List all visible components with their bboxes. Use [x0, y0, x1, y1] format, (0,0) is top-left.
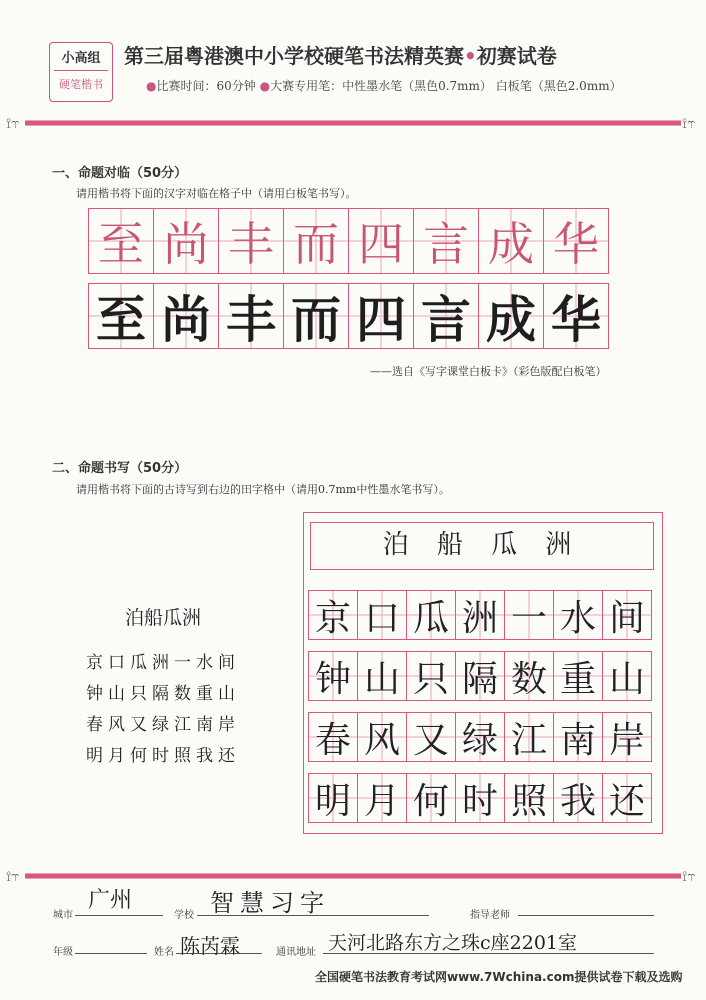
grid-cell	[308, 712, 358, 762]
teacher-field[interactable]	[518, 915, 654, 916]
ornament-right-icon: ⟟⥾	[682, 869, 696, 885]
grid-cell	[602, 773, 652, 823]
address-label: 通讯地址	[276, 947, 316, 958]
grid-cell	[455, 712, 505, 762]
grid-cell	[504, 651, 554, 701]
grid-char: 风	[363, 719, 400, 761]
grid-cell	[455, 651, 505, 701]
grid-char: 京	[314, 597, 351, 639]
grid-cell	[308, 651, 358, 701]
grid-char: 月	[363, 780, 400, 822]
grid-cell	[413, 208, 479, 274]
grid-char: 言	[423, 217, 469, 271]
poem-text	[63, 603, 263, 772]
school-label: 学校	[174, 910, 194, 921]
grid-char: 南	[559, 719, 596, 761]
grid-cell	[406, 651, 456, 701]
grid-cell	[283, 283, 349, 349]
grid-cell	[357, 773, 407, 823]
grid-cell	[553, 590, 603, 640]
info-bullet-icon: ●	[146, 79, 157, 93]
city-field[interactable]	[75, 915, 163, 916]
grid-char: 华	[551, 290, 601, 349]
city-value: 广州	[88, 888, 133, 913]
grid-char: 明	[314, 780, 351, 822]
school-value: 智慧习字	[210, 889, 330, 917]
grid-char: 山	[608, 658, 645, 700]
page-title	[124, 40, 557, 69]
name-value: 陈芮霖	[180, 934, 240, 958]
grid-char: 钟	[314, 658, 351, 700]
grid-cell	[553, 712, 603, 762]
grid-char: 至	[96, 290, 146, 349]
grid-cell	[455, 590, 505, 640]
teacher-label: 指导老师	[470, 910, 510, 921]
guide-char-grid	[89, 208, 609, 274]
grid-char: 洲	[461, 597, 498, 639]
footer-text: 全国硬笔书法教育考试网www.7Wchina.com提供试卷下载及选购	[315, 970, 683, 984]
address-value: 天河北路东方之珠c座2201室	[328, 932, 577, 954]
grid-cell	[504, 712, 554, 762]
grid-char: 成	[488, 217, 534, 271]
grid-cell	[348, 283, 414, 349]
grid-char: 春	[314, 719, 351, 761]
grid-cell	[348, 208, 414, 274]
grid-cell	[308, 773, 358, 823]
section1-heading: 一、命题对临（50分）	[52, 166, 188, 181]
grid-cell	[357, 651, 407, 701]
writing-row	[309, 590, 652, 640]
grid-cell	[88, 208, 154, 274]
info-bullet-icon: ●	[259, 79, 271, 93]
grid-char: 照	[510, 780, 547, 822]
grid-char: 重	[559, 658, 596, 700]
ornament-left-icon: ⟟⥾	[6, 869, 20, 885]
badge-style-label: 硬笔楷书	[59, 78, 103, 91]
grid-char: 丰	[228, 217, 274, 271]
grid-char: 成	[486, 290, 536, 349]
grid-cell	[553, 651, 603, 701]
grid-cell	[218, 283, 284, 349]
badge-group-label: 小高组	[54, 47, 108, 71]
grid-char: 还	[608, 780, 645, 822]
title-dot: •	[464, 44, 477, 68]
grid-char: 只	[412, 658, 449, 700]
grid-char: 而	[291, 290, 341, 349]
grid-char: 尚	[161, 290, 211, 349]
grid-char: 四	[356, 290, 406, 349]
section2-instruction: 请用楷书将下面的古诗写到右边的田字格中（请用0.7mm中性墨水笔书写）。	[76, 483, 450, 496]
grid-char: 岸	[608, 719, 645, 761]
grid-char: 一	[510, 597, 547, 639]
grid-cell	[602, 590, 652, 640]
group-badge	[49, 42, 113, 102]
grid-char: 我	[559, 780, 596, 822]
grid-cell	[413, 283, 479, 349]
section2-heading: 二、命题书写（50分）	[52, 461, 188, 476]
grid-cell	[478, 208, 544, 274]
grid-char: 水	[559, 597, 596, 639]
grid-char: 言	[421, 290, 471, 349]
grade-field[interactable]	[75, 953, 147, 954]
title-main: 第三届粤港澳中小学校硬笔书法精英赛	[124, 44, 464, 68]
info-time: 比赛时间：60分钟	[156, 79, 256, 93]
info-pen: 大赛专用笔：中性墨水笔（黑色0.7mm） 白板笔（黑色2.0mm）	[270, 79, 622, 93]
grid-char: 四	[358, 217, 404, 271]
grid-char: 瓜	[412, 597, 449, 639]
title-suffix: 初赛试卷	[476, 44, 557, 68]
grid-cell	[553, 773, 603, 823]
grid-cell	[153, 283, 219, 349]
writing-row	[309, 712, 652, 762]
grid-cell	[504, 773, 554, 823]
grid-cell	[153, 208, 219, 274]
grid-char: 尚	[163, 217, 209, 271]
grid-cell	[406, 712, 456, 762]
grid-char: 隔	[461, 658, 498, 700]
poem-line: 明月何时照我还	[86, 746, 240, 766]
written-poem-title: 泊 船 瓜 洲	[310, 522, 654, 570]
grid-cell	[406, 590, 456, 640]
grid-cell	[357, 712, 407, 762]
exam-info	[146, 77, 622, 94]
grid-char: 绿	[461, 719, 498, 761]
grid-char: 又	[412, 719, 449, 761]
grid-char: 时	[461, 780, 498, 822]
grid-cell	[504, 590, 554, 640]
grid-cell	[602, 712, 652, 762]
ornament-right-icon: ⟟⥾	[682, 116, 696, 132]
city-label: 城市	[53, 910, 73, 921]
writing-row	[309, 651, 652, 701]
header-divider	[25, 120, 681, 126]
grid-char: 丰	[226, 290, 276, 349]
grid-cell	[357, 590, 407, 640]
grid-char: 而	[293, 217, 339, 271]
grid-cell	[406, 773, 456, 823]
grid-cell	[308, 590, 358, 640]
grid-char: 何	[412, 780, 449, 822]
grid-cell	[455, 773, 505, 823]
poem-title: 泊船瓜洲	[124, 607, 201, 629]
grid-cell	[218, 208, 284, 274]
grid-char: 至	[98, 217, 144, 271]
grid-cell	[543, 283, 609, 349]
writing-area	[303, 512, 663, 834]
grid-cell	[543, 208, 609, 274]
grid-cell	[478, 283, 544, 349]
poem-line: 京口瓜洲一水间	[86, 653, 240, 673]
grid-char: 数	[510, 658, 547, 700]
section1-instruction: 请用楷书将下面的汉字对临在格子中（请用白板笔书写）。	[76, 187, 357, 200]
grid-char: 华	[553, 217, 599, 271]
grid-char: 口	[363, 597, 400, 639]
name-label: 姓名	[154, 947, 174, 958]
footer-divider	[25, 873, 681, 879]
grid-cell	[283, 208, 349, 274]
poem-line: 春风又绿江南岸	[86, 715, 240, 735]
grid-char: 江	[510, 719, 547, 761]
written-char-grid	[89, 283, 609, 349]
grid-cell	[602, 651, 652, 701]
grid-char: 间	[608, 597, 645, 639]
grid-char: 山	[363, 658, 400, 700]
poem-line: 钟山只隔数重山	[86, 684, 240, 704]
writing-row	[309, 773, 652, 823]
ornament-left-icon: ⟟⥾	[6, 116, 20, 132]
grade-label: 年级	[53, 947, 73, 958]
source-note: ——选自《写字课堂白板卡》（彩色版配白板笔）	[370, 365, 607, 378]
grid-cell	[88, 283, 154, 349]
